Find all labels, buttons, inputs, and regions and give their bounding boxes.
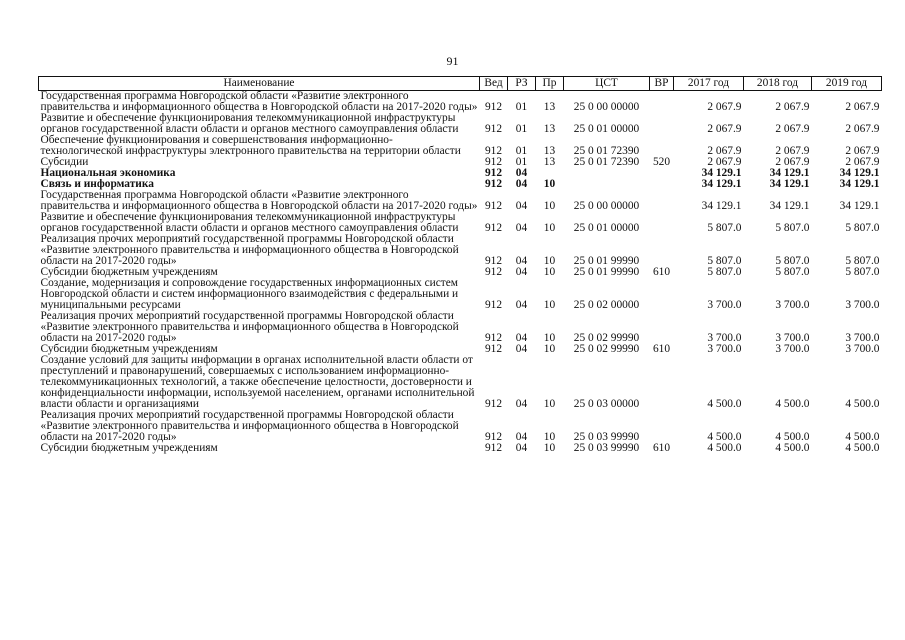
header-cst: ЦСТ [564,77,650,91]
row-pr: 10 [543,332,556,344]
row-cst: 25 0 02 00000 [573,299,640,311]
row-vr [650,168,674,179]
table-row [39,168,882,179]
row-2018: 2 067.9 [775,145,810,157]
row-2019: 3 700.0 [845,343,880,355]
header-rz: РЗ [508,77,536,91]
row-2018: 4 500.0 [775,431,810,443]
table-row [39,234,882,267]
row-vr: 610 [652,343,671,355]
row-cst: 25 0 01 00000 [573,222,640,234]
header-pr: Пр [536,77,564,91]
row-2017: 2 067.9 [707,101,742,113]
table-row [39,278,882,311]
row-pr: 10 [543,200,556,212]
row-2018: 5 807.0 [775,255,810,267]
row-2018: 4 500.0 [775,398,810,410]
row-rz: 04 [515,222,528,234]
row-ved: 912 [484,167,503,179]
row-cst: 25 0 01 00000 [573,123,640,135]
row-cst: 25 0 02 99990 [573,343,640,355]
row-rz: 04 [515,398,528,410]
row-ved: 912 [484,266,503,278]
row-cst: 25 0 01 72390 [573,145,640,157]
row-2017: 2 067.9 [707,123,742,135]
row-2019: 5 807.0 [845,222,880,234]
row-2019: 2 067.9 [845,101,880,113]
row-pr: 10 [543,442,556,454]
row-vr: 610 [652,266,671,278]
row-rz: 04 [515,200,528,212]
row-name: Развитие и обеспечение функционирования телекоммуникационной инфраструктуры органов государственной власти области и органов местного самоуправления области [40,112,459,135]
row-name: Связь и информатика [40,178,154,190]
row-vr [650,212,674,234]
row-2019: 5 807.0 [845,266,880,278]
budget-table [38,76,882,454]
row-2019: 34 129.1 [839,167,880,179]
row-cst: 25 0 01 72390 [573,156,640,168]
header-vr: ВР [650,77,674,91]
row-2018: 3 700.0 [775,332,810,344]
row-pr: 13 [543,101,556,113]
row-rz: 01 [515,145,528,157]
row-ved: 912 [484,299,503,311]
row-rz: 04 [515,255,528,267]
row-2019: 5 807.0 [845,255,880,267]
header-ved: Вед [480,77,508,91]
row-cst: 25 0 02 99990 [573,332,640,344]
row-vr [650,278,674,311]
row-name: Развитие и обеспечение функционирования телекоммуникационной инфраструктуры органов государственной власти области и органов местного самоуправления области [40,211,459,234]
row-ved: 912 [484,332,503,344]
row-name: Реализация прочих мероприятий государственной программы Новгородской области «Развитие электронного правительства и информационного общества в Новгородской области на 2017-2020 годы» [40,409,459,443]
row-name: Создание условий для защиты информации в органах исполнительной власти области от преступлений и правонарушений, совершаемых с использованием информационно-телекоммуникационных технологий, а также обеспечение целостности, достоверности и конфиденциальности информации, используемой населением, органами исполнительной власти области и организациями [40,354,475,410]
row-cst: 25 0 01 99990 [573,266,640,278]
row-2017: 5 807.0 [707,222,742,234]
row-cst: 25 0 03 99990 [573,431,640,443]
row-2018: 34 129.1 [769,200,810,212]
table-row [39,212,882,234]
row-vr [650,179,674,190]
row-2019: 2 067.9 [845,156,880,168]
row-pr: 10 [543,178,556,190]
row-ved: 912 [484,255,503,267]
row-2018: 5 807.0 [775,266,810,278]
table-row [39,113,882,135]
row-2017: 5 807.0 [707,255,742,267]
row-cst [564,168,650,179]
row-rz: 04 [515,442,528,454]
row-2017: 3 700.0 [707,299,742,311]
row-2017: 4 500.0 [707,442,742,454]
table-header-row [39,77,882,91]
row-vr [650,135,674,157]
row-name: Обеспечение функционирования и совершенствования информационно- технологической инфраструктуры электронного правительства на территории области [40,134,461,157]
row-2018: 3 700.0 [775,343,810,355]
table-row [39,410,882,443]
row-2018: 34 129.1 [769,178,810,190]
table-row [39,443,882,454]
row-ved: 912 [484,123,503,135]
row-rz: 04 [515,167,528,179]
row-2017: 5 807.0 [707,266,742,278]
row-vr [650,311,674,344]
row-vr [650,91,674,114]
header-name: Наименование [39,77,480,91]
table-row [39,311,882,344]
row-2017: 34 129.1 [701,178,742,190]
row-2019: 2 067.9 [845,145,880,157]
row-rz: 04 [515,343,528,355]
row-vr [650,113,674,135]
row-ved: 912 [484,222,503,234]
row-cst: 25 0 03 99990 [573,442,640,454]
row-pr: 10 [543,398,556,410]
row-2019: 4 500.0 [845,431,880,443]
row-cst: 25 0 00 00000 [573,101,640,113]
row-name: Реализация прочих мероприятий государственной программы Новгородской области «Развитие электронного правительства и информационного общества в Новгородской области на 2017-2020 годы» [40,233,459,267]
row-ved: 912 [484,178,503,190]
row-pr: 13 [543,145,556,157]
row-pr: 10 [543,431,556,443]
row-pr: 13 [543,156,556,168]
row-name: Субсидии [40,156,89,168]
row-2018: 2 067.9 [775,123,810,135]
row-2019: 4 500.0 [845,398,880,410]
row-vr [650,234,674,267]
row-cst: 25 0 00 00000 [573,200,640,212]
row-2019: 3 700.0 [845,332,880,344]
row-2017: 2 067.9 [707,156,742,168]
header-2017: 2017 год [674,77,744,91]
row-name: Реализация прочих мероприятий государственной программы Новгородской области «Развитие электронного правительства и информационного общества в Новгородской области на 2017-2020 годы» [40,310,459,344]
row-2019: 3 700.0 [845,299,880,311]
row-cst [564,179,650,190]
row-ved: 912 [484,200,503,212]
row-2017: 3 700.0 [707,332,742,344]
row-rz: 04 [515,332,528,344]
row-cst: 25 0 03 00000 [573,398,640,410]
row-vr: 520 [652,156,671,168]
header-2018: 2018 год [744,77,812,91]
row-vr: 610 [652,442,671,454]
row-name: Субсидии бюджетным учреждениям [40,266,218,278]
row-rz: 04 [515,266,528,278]
row-2017: 34 129.1 [701,200,742,212]
row-2018: 5 807.0 [775,222,810,234]
row-ved: 912 [484,442,503,454]
row-ved: 912 [484,156,503,168]
row-name: Национальная экономика [40,167,176,179]
row-name: Государственная программа Новгородской области «Развитие электронного правительства и информационного общества в Новгородской области на 2017-2020 годы» [40,189,478,212]
row-2019: 2 067.9 [845,123,880,135]
row-2019: 34 129.1 [839,178,880,190]
row-2018: 34 129.1 [769,167,810,179]
row-ved: 912 [484,343,503,355]
row-ved: 912 [484,398,503,410]
row-pr: 10 [543,343,556,355]
table-row [39,355,882,410]
row-name: Субсидии бюджетным учреждениям [40,442,218,454]
row-cst: 25 0 01 99990 [573,255,640,267]
row-vr [650,410,674,443]
row-rz: 01 [515,101,528,113]
row-name: Субсидии бюджетным учреждениям [40,343,218,355]
row-pr: 10 [543,266,556,278]
table-row [39,190,882,212]
page-number: 91 [446,54,459,68]
row-pr: 10 [543,222,556,234]
row-rz: 01 [515,156,528,168]
row-vr [650,190,674,212]
row-rz: 04 [515,431,528,443]
row-pr: 13 [543,123,556,135]
row-name: Создание, модернизация и сопровождение государственных информационных систем Новгородской области и систем информационного взаимодействия с федеральными и муниципальными ресурсами [40,277,459,311]
row-name: Государственная программа Новгородской области «Развитие электронного правительства и информационного общества в Новгородской области на 2017-2020 годы» [40,90,478,113]
row-pr: 10 [543,255,556,267]
row-ved: 912 [484,145,503,157]
row-2019: 34 129.1 [839,200,880,212]
table-row [39,135,882,157]
row-pr: 10 [543,299,556,311]
row-rz: 04 [515,299,528,311]
row-2018: 3 700.0 [775,299,810,311]
row-2017: 34 129.1 [701,167,742,179]
table-row [39,91,882,114]
row-2019: 4 500.0 [845,442,880,454]
row-2017: 4 500.0 [707,398,742,410]
row-ved: 912 [484,101,503,113]
row-vr [650,355,674,410]
header-2019: 2019 год [812,77,882,91]
row-ved: 912 [484,431,503,443]
row-2018: 2 067.9 [775,101,810,113]
row-2018: 4 500.0 [775,442,810,454]
row-2017: 2 067.9 [707,145,742,157]
row-2017: 4 500.0 [707,431,742,443]
row-2017: 3 700.0 [707,343,742,355]
row-rz: 01 [515,123,528,135]
row-2018: 2 067.9 [775,156,810,168]
row-rz: 04 [515,178,528,190]
